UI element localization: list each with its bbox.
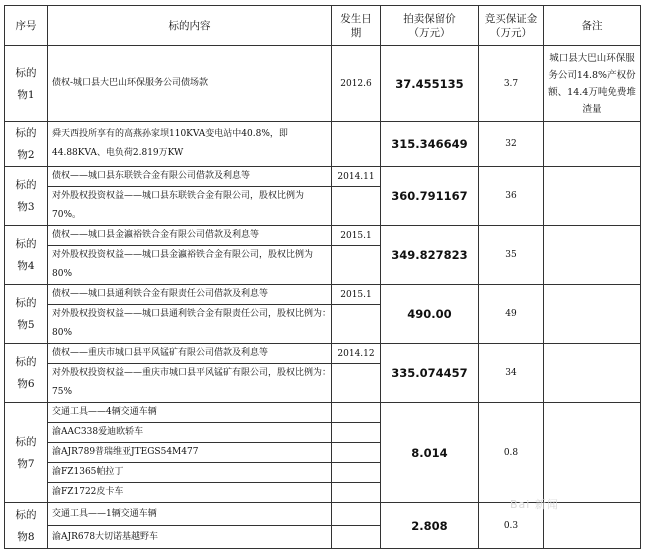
item-content-line: 对外股权投资权益——重庆市城口县平风锰矿有限公司，股权比例为：75% [48, 364, 332, 403]
item-note [544, 167, 641, 226]
item-date: 2015.1 [332, 226, 381, 246]
item-deposit: 35 [479, 226, 544, 285]
item-content-line: 债权——城口县通利铁合金有限责任公司借款及利息等 [48, 285, 332, 305]
item-note [544, 285, 641, 344]
item-note [544, 122, 641, 167]
item-seq: 标的物7 [5, 403, 48, 503]
header-content: 标的内容 [48, 6, 332, 46]
auction-items-table [4, 5, 641, 549]
header-seq: 序号 [5, 6, 48, 46]
item-deposit: 34 [479, 344, 544, 403]
item-seq: 标的物2 [5, 122, 48, 167]
header-note: 备注 [544, 6, 641, 46]
item-seq: 标的物8 [5, 503, 48, 549]
table-row [5, 285, 641, 305]
item-deposit: 32 [479, 122, 544, 167]
item-content-line: 对外股权投资权益——城口县通利铁合金有限责任公司，股权比例为：80% [48, 305, 332, 344]
item-price: 315.346649 [381, 122, 479, 167]
table-row [5, 122, 641, 167]
item-content-line: 渝AAC338爱迪欧轿车 [48, 423, 332, 443]
item-content-line: 渝AJR789普瑞维亚JTEGS54M477 [48, 443, 332, 463]
item-date [332, 305, 381, 344]
item-price: 8.014 [381, 403, 479, 503]
item-price: 349.827823 [381, 226, 479, 285]
header-deposit: 竞买保证金（万元） [479, 6, 544, 46]
item-date [332, 526, 381, 549]
item-deposit: 36 [479, 167, 544, 226]
item-content-line: 债权——城口县金瀛裕铁合金有限公司借款及利息等 [48, 226, 332, 246]
item-price: 335.074457 [381, 344, 479, 403]
item-seq: 标的物6 [5, 344, 48, 403]
item-content-line: 债权——重庆市城口县平风锰矿有限公司借款及利息等 [48, 344, 332, 364]
item-seq: 标的物5 [5, 285, 48, 344]
item-seq: 标的物1 [5, 46, 48, 122]
item-content-line: 交通工具——1辆交通车辆 [48, 503, 332, 526]
header-date: 发生日期 [332, 6, 381, 46]
item-content-line: 渝FZ1722皮卡车 [48, 483, 332, 503]
table-body [5, 46, 641, 549]
item-date: 2015.1 [332, 285, 381, 305]
watermark: Bai 新闻 [510, 498, 559, 511]
item-content-line: 债权-城口县大巴山环保服务公司债场款 [48, 46, 332, 122]
table-row [5, 403, 641, 423]
item-date: 2014.11 [332, 167, 381, 187]
table-row [5, 226, 641, 246]
item-content-line: 对外股权投资权益——城口县金瀛裕铁合金有限公司，股权比例为80% [48, 246, 332, 285]
item-date [332, 503, 381, 526]
item-note [544, 403, 641, 503]
table-row [5, 344, 641, 364]
item-content-line: 交通工具——4辆交通车辆 [48, 403, 332, 423]
item-content-line: 渝FZ1365帕拉丁 [48, 463, 332, 483]
item-seq: 标的物3 [5, 167, 48, 226]
item-date [332, 187, 381, 226]
item-date [332, 423, 381, 443]
item-date: 2014.12 [332, 344, 381, 364]
item-deposit: 0.8 [479, 403, 544, 503]
table-header-row [5, 6, 641, 46]
item-note: 城口县大巴山环保服务公司14.8%产权份额、14.4万吨免费堆渣量 [544, 46, 641, 122]
item-content-line: 对外股权投资权益——城口县东联铁合金有限公司，股权比例为70%。 [48, 187, 332, 226]
item-deposit: 3.7 [479, 46, 544, 122]
item-note [544, 344, 641, 403]
header-price: 拍卖保留价（万元） [381, 6, 479, 46]
item-note [544, 226, 641, 285]
item-content-line: 债权——城口县东联铁合金有限公司借款及利息等 [48, 167, 332, 187]
item-content-line: 渝AJR678大切诺基越野车 [48, 526, 332, 549]
item-date [332, 403, 381, 423]
item-price: 490.00 [381, 285, 479, 344]
table-row [5, 167, 641, 187]
item-price: 37.455135 [381, 46, 479, 122]
item-date [332, 122, 381, 167]
table-row [5, 46, 641, 122]
item-date [332, 364, 381, 403]
item-date [332, 246, 381, 285]
item-price: 360.791167 [381, 167, 479, 226]
item-date [332, 443, 381, 463]
item-date [332, 483, 381, 503]
item-seq: 标的物4 [5, 226, 48, 285]
item-deposit: 49 [479, 285, 544, 344]
item-content-line: 舜天西投所享有的高燕孙家坝110KVA变电站中40.8%，即44.88KVA、电负荷2.819万KW [48, 122, 332, 167]
item-date [332, 463, 381, 483]
item-deposit: 0.3 [479, 503, 544, 549]
item-date: 2012.6 [332, 46, 381, 122]
item-price: 2.808 [381, 503, 479, 549]
